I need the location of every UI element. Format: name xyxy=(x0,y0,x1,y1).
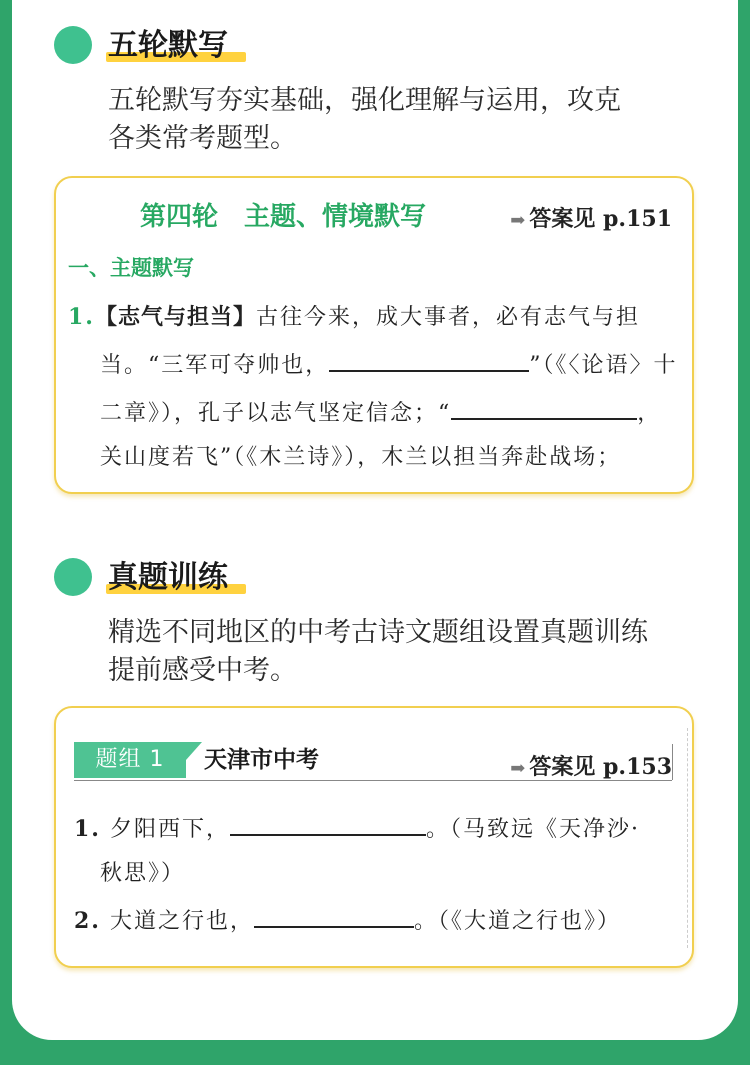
desc-line: 五轮默写夯实基础，强化理解与运用，攻克 xyxy=(108,85,621,116)
question-number: 1. xyxy=(74,816,101,842)
section-description xyxy=(108,614,708,690)
question-text: ”（《〈论语〉十 xyxy=(529,353,678,378)
question-tag: 【志气与担当】 xyxy=(94,305,256,330)
question-text: 关山度若飞”（《木兰诗》），木兰以担当奔赴战场； xyxy=(100,445,622,470)
sample-card-round4 xyxy=(54,176,694,494)
question-text: 二章》），孔子以志气坚定信念；“ xyxy=(100,401,452,426)
answer-ref: ➡ 答案见 p.153 xyxy=(510,754,672,780)
question-number: 2. xyxy=(74,908,101,934)
sample-card-exam-group xyxy=(54,706,694,968)
question-line xyxy=(100,440,621,471)
question-line xyxy=(100,856,185,887)
section-title: 五轮默写 xyxy=(108,28,228,63)
section-bullet-icon xyxy=(54,26,92,64)
answer-blank[interactable] xyxy=(254,908,414,928)
desc-line: 提前感受中考。 xyxy=(108,655,297,686)
group-tag-corner xyxy=(186,742,202,760)
question-text: 古往今来，成大事者，必有志气与担 xyxy=(255,305,640,330)
question-line xyxy=(68,300,640,331)
desc-line: 精选不同地区的中考古诗文题组设置真题训练 xyxy=(108,617,648,648)
question-text: 大道之行也， xyxy=(109,909,254,934)
section-header-five-rounds xyxy=(54,24,314,68)
answer-blank[interactable] xyxy=(230,816,426,836)
question-text: ， xyxy=(637,401,662,426)
group-name: 天津市中考 xyxy=(204,747,319,773)
section-header-real-exam xyxy=(54,556,314,600)
group-tag: 题组 1 xyxy=(74,742,186,778)
divider xyxy=(687,728,688,948)
question-number: 1. xyxy=(68,304,95,330)
question-text: 夕阳西下， xyxy=(109,817,230,842)
question-text: 。（马致远《天净沙· xyxy=(425,817,640,842)
question-line xyxy=(100,348,678,379)
answer-blank[interactable] xyxy=(329,352,529,372)
question-line xyxy=(100,396,661,427)
desc-line: 各类常考题型。 xyxy=(108,123,297,154)
arrow-right-icon: ➡ xyxy=(510,210,526,231)
card-title: 第四轮 主题、情境默写 xyxy=(140,202,427,232)
header-rule-vertical xyxy=(672,744,673,780)
section-title: 真题训练 xyxy=(108,560,228,595)
answer-blank[interactable] xyxy=(451,400,637,420)
arrow-right-icon: ➡ xyxy=(510,758,526,779)
header-rule xyxy=(74,780,672,781)
question-text: 当。“三军可夺帅也， xyxy=(100,353,330,378)
question-line xyxy=(74,904,621,935)
question-line xyxy=(74,812,640,843)
section-bullet-icon xyxy=(54,558,92,596)
answer-ref: ➡ 答案见 p.151 xyxy=(510,206,672,232)
question-text: 。（《大道之行也》） xyxy=(413,909,621,934)
section-description xyxy=(108,82,708,158)
question-text: 秋思》） xyxy=(100,861,186,886)
card-subtitle: 一、主题默写 xyxy=(68,256,194,280)
